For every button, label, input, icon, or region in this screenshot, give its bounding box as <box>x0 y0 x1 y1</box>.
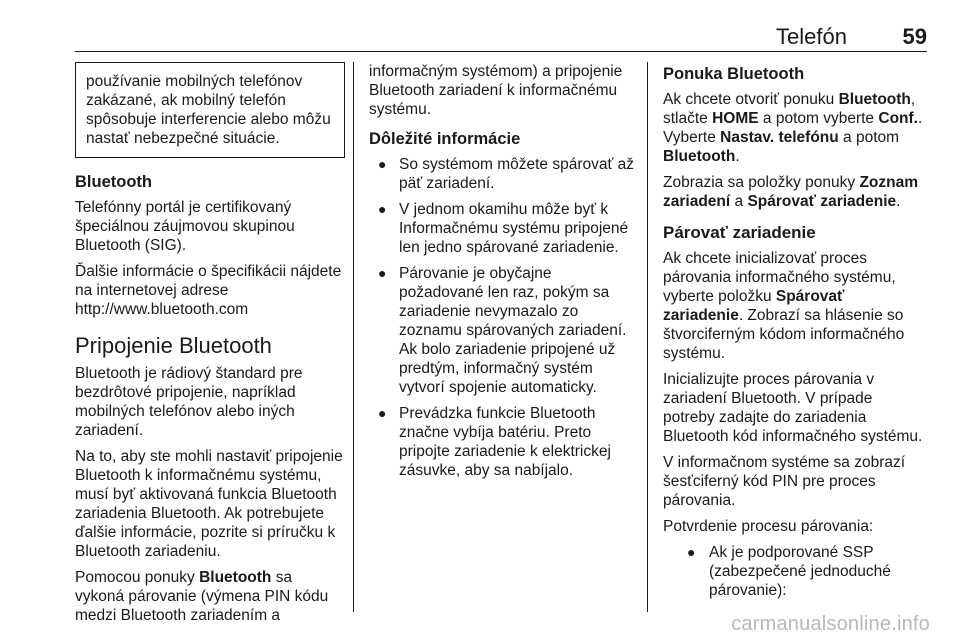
list-item: ● Prevádzka funkcie Bluetooth značne vybíja batériu. Preto pripojte zariadenie k elektrickej zásuvke, aby sa nabíjalo. <box>378 405 611 479</box>
pairing-paragraph-2: Inicializujte proces párovania v zariadení Bluetooth. V prípade potreby zadajte do zariadenia Bluetooth kód informačného systému. <box>663 371 923 445</box>
pairing-heading: Párovať zariadenie <box>663 223 816 242</box>
bluetooth-paragraph-2: Ďalšie informácie o špecifikácii nájdete na internetovej adrese http://www.bluetooth.com <box>75 263 342 318</box>
connection-paragraph-2: Na to, aby ste mohli nastaviť pripojenie Bluetooth k informačnému systému, musí byť aktivovaná funkcia Bluetooth zariadenia Bluetooth. Ak potrebujete ďalšie informácie, pozrite si príručku k Bluetooth zariadeniu. <box>75 448 343 560</box>
list-item: ● V jednom okamihu môže byť k Informačnému systému pripojené len jedno spárované zariadenie. <box>378 201 629 256</box>
pairing-paragraph-3: V informačnom systéme sa zobrazí šesťciferný kód PIN pre proces párovania. <box>663 454 906 509</box>
bullet-icon: ● <box>378 201 387 217</box>
pairing-paragraph-4: Potvrdenie procesu párovania: <box>663 518 874 535</box>
list-item: ● So systémom môžete spárovať až päť zariadení. <box>378 156 634 192</box>
page-number: 59 <box>902 24 927 49</box>
watermark: carmanualsonline.info <box>731 613 930 635</box>
column-middle <box>369 62 634 487</box>
page-header <box>75 0 927 52</box>
bullet-icon: ● <box>687 544 696 560</box>
bullet-icon: ● <box>378 405 387 421</box>
bullet-icon: ● <box>378 265 387 281</box>
bullet-icon: ● <box>378 156 387 172</box>
info-bullet-list <box>369 155 634 480</box>
pairing-bullet-list <box>663 543 928 600</box>
column-left <box>75 62 345 632</box>
menu-heading: Ponuka Bluetooth <box>663 65 805 83</box>
menu-paragraph-2: Zobrazia sa položky ponuky Zoznam zariadení a Spárovať zariadenie. <box>663 174 918 210</box>
bluetooth-heading: Bluetooth <box>75 173 152 191</box>
important-info-heading: Dôležité informácie <box>369 130 521 148</box>
page-title: Telefón <box>776 24 847 49</box>
connection-paragraph-1: Bluetooth je rádiový štandard pre bezdrôtové pripojenie, napríklad mobilných telefónov alebo iných zariadení. <box>75 365 303 439</box>
column-divider-1 <box>353 62 354 612</box>
header-rule <box>75 51 927 52</box>
list-item: ● Párovanie je obyčajne požadované len raz, pokým sa zariadenie nevymazalo zo zoznamu spárovaných zariadení. Ak bolo zariadenie pripojené už predtým, informačný systém vytvorí spojenie automaticky. <box>378 265 627 396</box>
pairing-paragraph-1: Ak chcete inicializovať proces párovania informačného systému, vyberte položku Spárovať zariadenie. Zobrazí sa hlásenie so štvorciferným kódom informačného systému. <box>663 250 905 362</box>
bluetooth-paragraph-1: Telefónny portál je certifikovaný špeciálnou záujmovou skupinou Bluetooth (SIG). <box>75 199 295 254</box>
connection-heading: Pripojenie Bluetooth <box>75 333 272 358</box>
continued-paragraph: informačným systémom) a pripojenie Bluetooth zariadení k informačnému systému. <box>369 63 623 118</box>
menu-paragraph-1: Ak chcete otvoriť ponuku Bluetooth, stlačte HOME a potom vyberte Conf.. Vyberte Nastav. telefónu a potom Bluetooth. <box>663 91 923 165</box>
list-item: ● Ak je podporované SSP (zabezpečené jednoduché párovanie): <box>687 544 891 599</box>
warning-box: používanie mobilných telefónov zakázané, ak mobilný telefón spôsobuje interferencie alebo môžu nastať nebezpečné situácie. <box>75 62 345 158</box>
connection-paragraph-3: Pomocou ponuky Bluetooth sa vykoná párovanie (výmena PIN kódu medzi Bluetooth zariadením a <box>75 569 329 624</box>
column-right <box>663 62 928 607</box>
column-divider-2 <box>647 62 648 612</box>
